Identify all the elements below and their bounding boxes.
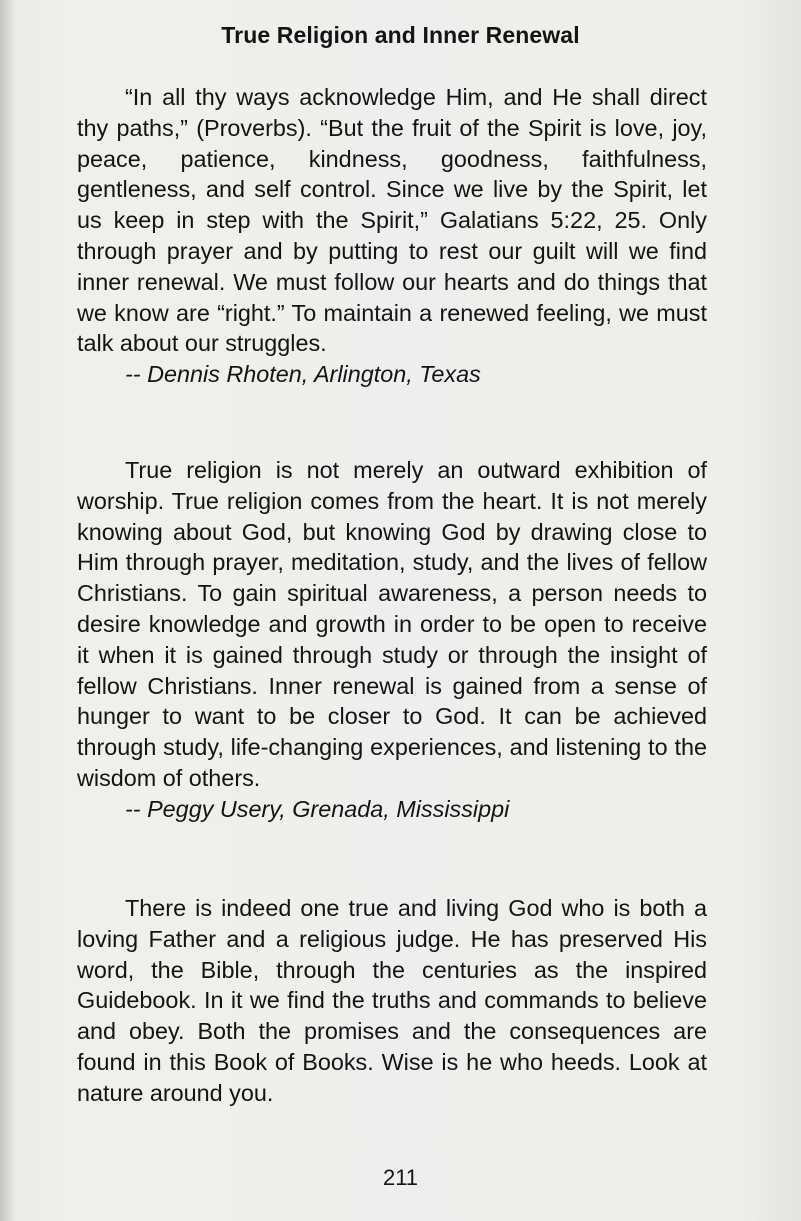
entry-dennis-rhoten	[77, 82, 707, 390]
page-title: True Religion and Inner Renewal	[221, 22, 580, 48]
entry-body: “In all thy ways acknowledge Him, and He shall direct thy paths,” (Proverbs). “But the fruit of the Spirit is love, joy, peace, patience, kindness, goodness, faithfulness, gentleness, and self control. Since we live by the Spirit, let us keep in step with the Spirit,” Galatians 5:22, 25. Only through prayer and by putting to rest our guilt will we find inner renewal. We must follow our hearts and do things that we know are “right.” To maintain a renewed feeling, we must talk about our struggles.	[77, 84, 707, 357]
entry-body: There is indeed one true and living God who is both a loving Father and a religious judge. He has preserved His word, the Bible, through the centuries as the inspired Guidebook. In it we find the truths and commands to believe and obey. Both the promises and the consequences are found in this Book of Books. Wise is he who heeds. Look at nature around you.	[77, 895, 707, 1106]
spine-shadow	[0, 0, 14, 1221]
entry-peggy-usery	[77, 455, 707, 825]
entry-attribution: -- Dennis Rhoten, Arlington, Texas	[125, 361, 481, 388]
entry-attribution: -- Peggy Usery, Grenada, Mississippi	[125, 795, 510, 822]
entry-body: True religion is not merely an outward exhibition of worship. True religion comes from the heart. It is not merely knowing about God, but knowing God by drawing close to Him through prayer, meditation, study, and the lives of fellow Christians. To gain spiritual awareness, a person needs to desire knowledge and growth in order to be open to receive it when it is gained through study or through the insight of fellow Christians. Inner renewal is gained from a sense of hunger to want to be closer to God. It can be achieved through study, life-changing experiences, and listening to the wisdom of others.	[77, 457, 707, 791]
page-number: 211	[382, 1165, 419, 1190]
entry-one-true-god	[77, 893, 707, 1109]
